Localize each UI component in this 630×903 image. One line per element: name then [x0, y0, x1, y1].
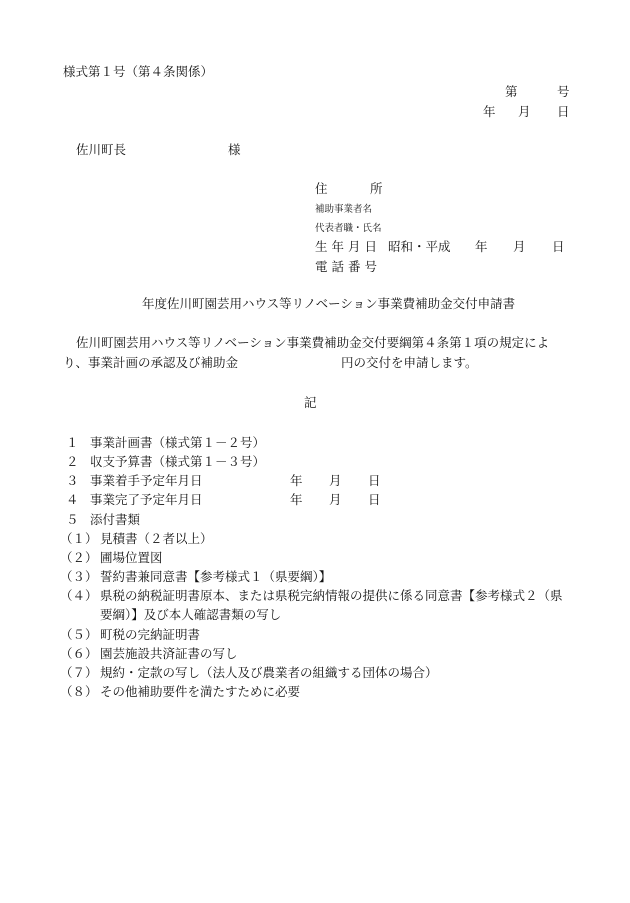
item-3-num: ３ — [66, 473, 79, 488]
attachment-2-num: （２） — [60, 550, 98, 565]
item-5-text: 添付書類 — [90, 512, 141, 527]
address-label: 住 所 — [315, 181, 398, 196]
item-2-num: ２ — [66, 454, 79, 469]
item-2-text: 収支予算書（様式第１－３号） — [90, 454, 266, 469]
birth-day: 日 — [552, 239, 565, 254]
ki-label: 記 — [304, 395, 317, 410]
applicant-name-label: 補助事業者名 — [315, 204, 373, 215]
date-year: 年 — [483, 104, 496, 119]
item-4-num: ４ — [66, 492, 79, 507]
attachment-5-text: 町税の完納証明書 — [100, 627, 201, 642]
attachment-6-num: （６） — [60, 646, 98, 661]
birthdate-label: 生年月日 — [315, 239, 382, 254]
addressee-name: 佐川町長 — [76, 142, 127, 157]
document-title: 年度佐川町園芸用ハウス等リノベーション事業費補助金交付申請書 — [142, 296, 516, 311]
item-4-day: 日 — [368, 492, 381, 507]
item-4-year: 年 — [290, 492, 303, 507]
attachment-8-text: その他補助要件を満たすために必要 — [100, 684, 301, 699]
body-line-2-prefix: り、事業計画の承認及び補助金 — [63, 355, 239, 370]
number-go: 号 — [557, 84, 570, 99]
number-dai: 第 — [505, 84, 518, 99]
attachment-3-num: （３） — [60, 569, 98, 584]
item-1-text: 事業計画書（様式第１－２号） — [90, 435, 266, 450]
item-3-day: 日 — [368, 473, 381, 488]
form-label: 様式第１号（第４条関係） — [63, 64, 214, 79]
attachment-8-num: （８） — [60, 684, 98, 699]
era-label: 昭和・平成 — [388, 239, 451, 254]
item-3-month: 月 — [329, 473, 342, 488]
item-3-text: 事業着手予定年月日 — [90, 473, 203, 488]
item-5-num: ５ — [66, 512, 79, 527]
birth-month: 月 — [513, 239, 526, 254]
attachment-4-num: （４） — [60, 588, 98, 603]
attachment-4-text: 県税の納税証明書原本、または県税完納情報の提供に係る同意書【参考様式２（県 — [100, 588, 563, 603]
birth-year: 年 — [475, 239, 488, 254]
attachment-2-text: 圃場位置図 — [100, 550, 163, 565]
attachment-1-num: （１） — [60, 531, 98, 546]
item-1-num: １ — [66, 435, 79, 450]
item-4-month: 月 — [329, 492, 342, 507]
addressee-honorific: 様 — [228, 142, 241, 157]
attachment-1-text: 見積書（２者以上） — [100, 531, 213, 546]
item-4-text: 事業完了予定年月日 — [90, 492, 203, 507]
attachment-5-num: （５） — [60, 627, 98, 642]
representative-label: 代表者職・氏名 — [315, 223, 382, 234]
attachment-6-text: 園芸施設共済証書の写し — [100, 646, 238, 661]
attachment-7-num: （７） — [60, 665, 98, 680]
body-line-1: 佐川町園芸用ハウス等リノベーション事業費補助金交付要綱第４条第１項の規定によ — [76, 335, 550, 350]
attachment-3-text: 誓約書兼同意書【参考様式１（県要綱）】 — [100, 569, 332, 584]
attachment-7-text: 規約・定款の写し（法人及び農業者の組織する団体の場合） — [100, 665, 438, 680]
attachment-4-text-cont: 要綱）】及び本人確認書類の写し — [100, 607, 282, 622]
date-month: 月 — [518, 104, 531, 119]
body-line-2-suffix: 円の交付を申請します。 — [341, 355, 478, 370]
date-day: 日 — [557, 104, 570, 119]
phone-label: 電話番号 — [315, 259, 382, 274]
item-3-year: 年 — [290, 473, 303, 488]
